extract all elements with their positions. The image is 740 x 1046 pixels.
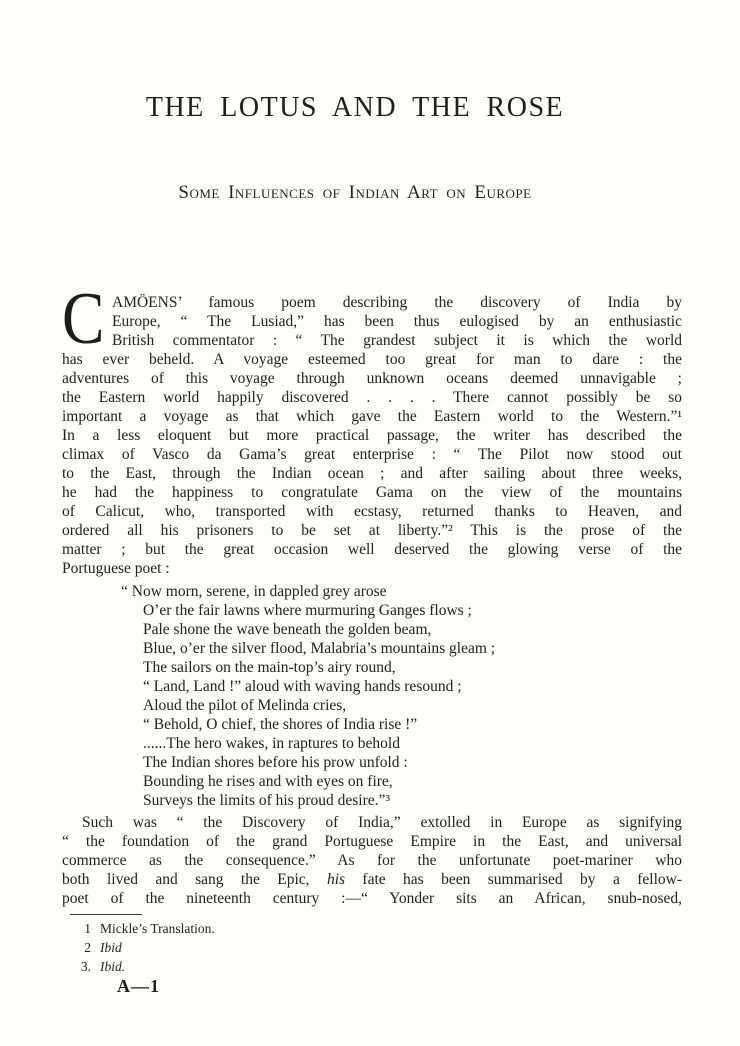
poem-line: O’er the fair lawns where murmuring Ganges flows ; [143,602,472,619]
text-line: has ever beheld. A voyage esteemed too great for man to dare : the [62,351,682,368]
poem-line: Surveys the limits of his proud desire.”³ [143,792,391,809]
text-line: of Calicut, who, transported with ecstasy, returned thanks to Heaven, and [62,503,682,520]
poem-line: Pale shone the wave beneath the golden beam, [143,621,432,638]
drop-cap [62,278,112,360]
text-line: he had the happiness to congratulate Gama on the view of the mountains [62,484,682,501]
text-line: Europe, “ The Lusiad,” has been thus eulogised by an enthusiastic [112,313,682,330]
poem-line: Aloud the pilot of Melinda cries, [143,697,347,714]
signature-mark: A—1 [117,976,160,996]
text-line: to the East, through the Indian ocean ; and after sailing about three weeks, [62,465,682,482]
footnote-text: Ibid [100,940,122,955]
text-line: the Eastern world happily discovered . . . . There cannot possibly be so [62,389,682,406]
text-line: British commentator : “ The grandest subject it is which the world [112,332,682,349]
text-line: important a voyage as that which gave the Eastern world to the Western.”¹ [62,408,682,425]
text-line: matter ; but the great occasion well deserved the glowing verse of the [62,541,682,558]
page-title: THE LOTUS AND THE ROSE [145,92,565,123]
page-subtitle: Some Influences of Indian Art on Europe [178,182,532,203]
footnote-row [77,919,682,938]
text-line: climax of Vasco da Gama’s great enterprise : “ The Pilot now stood out [62,446,682,463]
page-body [62,278,682,996]
text-line: AMÖENS’ famous poem describing the discovery of India by [112,294,682,311]
footnote-text: Mickle’s Translation. [100,921,215,936]
poem-line: ......The hero wakes, in raptures to behold [143,735,400,752]
poem-line: The sailors on the main-top’s airy round, [143,659,396,676]
text-segment: fate has been summarised by a fellow- [345,871,682,888]
text-line: Such was “ the Discovery of India,” extolled in Europe as signifying [82,814,682,831]
poem-line: “ Behold, O chief, the shores of India rise !” [143,716,418,733]
text-line: poet of the nineteenth century :—“ Yonder sits an African, snub-nosed, [62,890,682,907]
footnote-text: Ibid. [100,959,126,974]
text-line [62,870,682,889]
paragraph-2 [62,813,682,908]
footnote-rule [70,914,142,915]
footnote-row [77,938,682,957]
italic-word: his [326,871,346,888]
poem-line: “ Land, Land !” aloud with waving hands resound ; [143,678,462,695]
text-line: commerce as the consequence.” As for the unfortunate poet-mariner who [62,852,682,869]
poem-block [121,582,682,810]
poem-line: “ Now morn, serene, in dappled grey arose [121,583,387,600]
text-line: “ the foundation of the grand Portuguese Empire in the East, and universal [62,833,682,850]
poem-line: The Indian shores before his prow unfold : [143,754,408,771]
paragraph-1 [62,278,682,578]
page-header [0,0,740,204]
footnote-number: 2 [84,940,91,955]
footnote-row [77,957,682,976]
poem-line: Bounding he rises and with eyes on fire, [143,773,393,790]
drop-cap-letter: C [62,278,105,360]
footnote-number: 1 [84,921,91,936]
text-segment: both lived and sang the Epic, [62,871,327,888]
footnote-number: 3. [80,959,91,974]
poem-line: Blue, o’er the silver flood, Malabria’s mountains gleam ; [143,640,496,657]
footnotes [77,919,682,976]
text-line: adventures of this voyage through unknown oceans deemed unnavigable ; [62,370,682,387]
text-line: Portuguese poet : [62,560,170,577]
text-line: ordered all his prisoners to be set at liberty.”² This is the prose of the [62,522,682,539]
paragraph-1-lines [62,278,682,578]
text-line: In a less eloquent but more practical passage, the writer has described the [62,427,682,444]
